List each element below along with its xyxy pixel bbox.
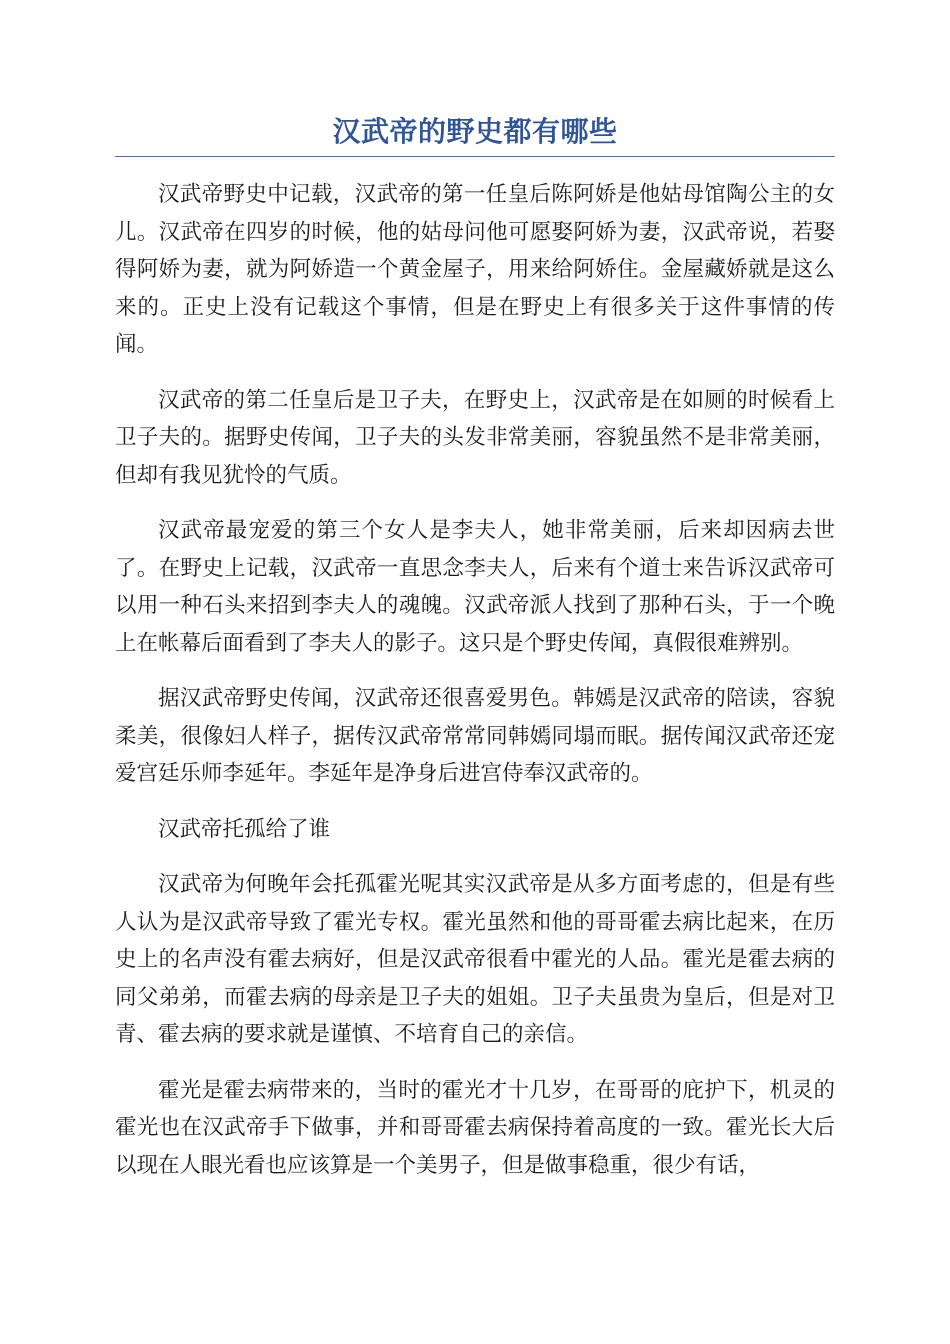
title-block (115, 112, 835, 157)
paragraph-6: 霍光是霍去病带来的，当时的霍光才十几岁，在哥哥的庇护下，机灵的霍光也在汉武帝手下做事，并和哥哥霍去病保持着高度的一致。霍光长大后以现在人眼光看也应该算是一个美男子，但是做事稳重，很少有话， (115, 1077, 835, 1178)
paragraph-1: 汉武帝野史中记载，汉武帝的第一任皇后陈阿娇是他姑母馆陶公主的女儿。汉武帝在四岁的时候，他的姑母问他可愿娶阿娇为妻，汉武帝说，若娶得阿娇为妻，就为阿娇造一个黄金屋子，用来给阿娇住。金屋藏娇就是这么来的。正史上没有记载这个事情，但是在野史上有很多关于这件事情的传闻。 (115, 182, 835, 357)
paragraph-3: 汉武帝最宠爱的第三个女人是李夫人，她非常美丽，后来却因病去世了。在野史上记载，汉武帝一直思念李夫人，后来有个道士来告诉汉武帝可以用一种石头来招到李夫人的魂魄。汉武帝派人找到了那种石头，于一个晚上在帐幕后面看到了李夫人的影子。这只是个野史传闻，真假很难辨别。 (115, 518, 835, 656)
section-heading: 汉武帝托孤给了谁 (158, 816, 331, 842)
page-title: 汉武帝的野史都有哪些 (332, 115, 618, 148)
paragraph-5: 汉武帝为何晚年会托孤霍光呢其实汉武帝是从多方面考虑的，但是有些人认为是汉武帝导致了霍光专权。霍光虽然和他的哥哥霍去病比起来，在历史上的名声没有霍去病好，但是汉武帝很看中霍光的人品。霍光是霍去病的同父弟弟，而霍去病的母亲是卫子夫的姐姐。卫子夫虽贵为皇后，但是对卫青、霍去病的要求就是谨慎、不培育自己的亲信。 (115, 872, 835, 1047)
paragraph-2: 汉武帝的第二任皇后是卫子夫，在野史上，汉武帝是在如厕的时候看上卫子夫的。据野史传闻，卫子夫的头发非常美丽，容貌虽然不是非常美丽，但却有我见犹怜的气质。 (115, 387, 835, 488)
paragraph-4: 据汉武帝野史传闻，汉武帝还很喜爱男色。韩嫣是汉武帝的陪读，容貌柔美，很像妇人样子，据传汉武帝常常同韩嫣同塌而眠。据传闻汉武帝还宠爱宫廷乐师李延年。李延年是净身后进宫侍奉汉武帝的。 (115, 686, 835, 786)
document-body (115, 176, 835, 1202)
